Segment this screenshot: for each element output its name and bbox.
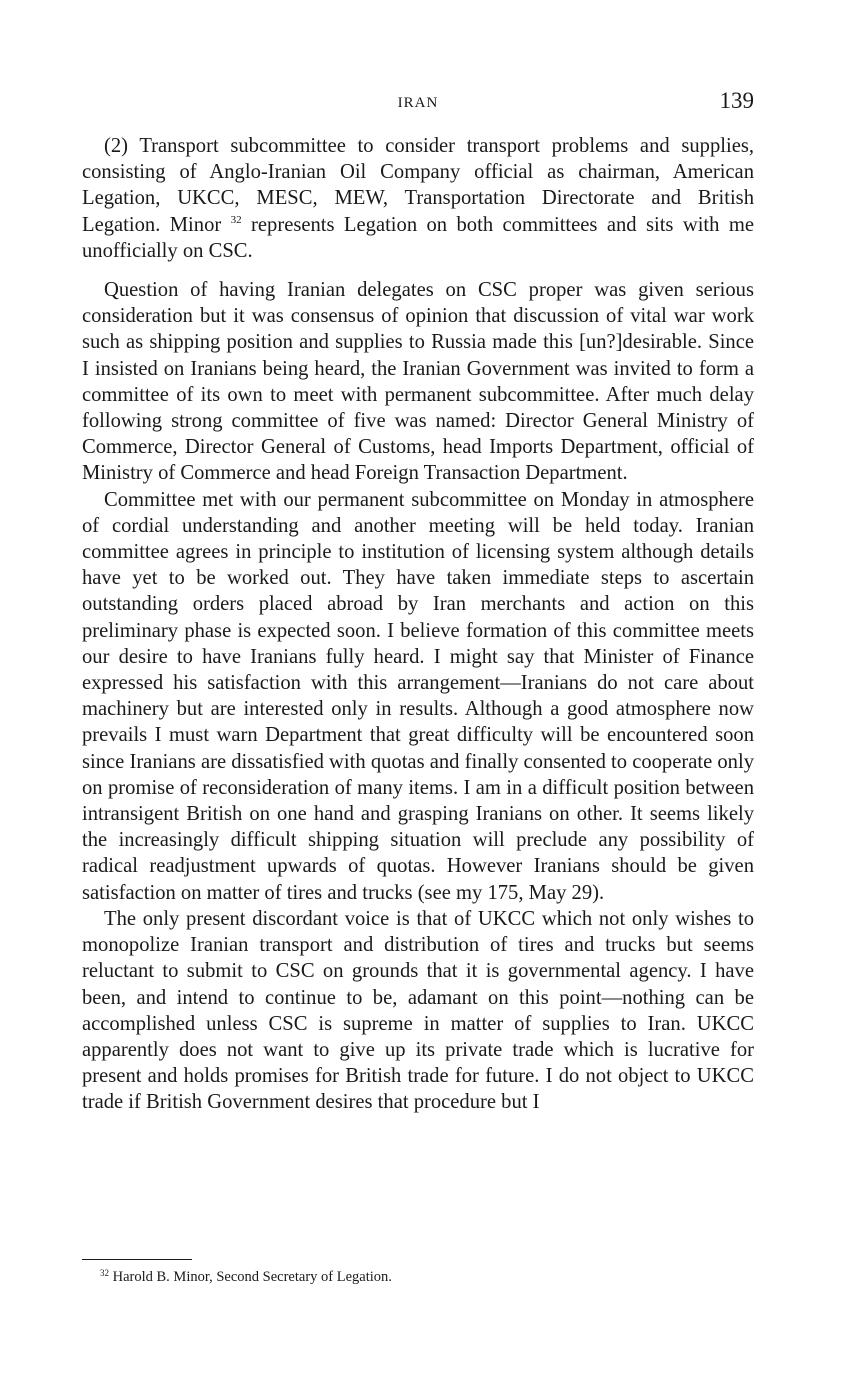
running-header xyxy=(82,88,754,120)
footnote xyxy=(100,1268,754,1286)
paragraph-iranian-delegates: Question of having Iranian delegates on CSC proper was given serious consideration but it was consensus of opinion that discussion of vital war work such as shipping position and supplies to Russia made this [un?]desirable. Since I insisted on Iranians being heard, the Iranian Government was invited to form a committee of its own to meet with permanent subcommittee. After much delay following strong committee of five was named: Director General Ministry of Commerce, Director General of Customs, head Imports Department, official of Ministry of Commerce and head Foreign Transaction Department. xyxy=(82,279,754,485)
paragraph-committee-meeting: Committee met with our permanent subcommittee on Monday in atmosphere of cordial understanding and another meeting will be held today. Iranian committee agrees in principle to institution of licensing system although details have yet to be worked out. They have taken immediate steps to ascertain outstanding orders placed abroad by Iran merchants and action on this preliminary phase is expected soon. I believe formation of this committee meets our desire to have Iranians fully heard. I might say that Minister of Finance expressed his satisfaction with this arrangement—Iranians do not care about machinery but are interested only in results. Although a good atmosphere now prevails I must warn Department that great difficulty will be encountered soon since Iranians are dissatisfied with quotas and finally consented to cooperate only on promise of reconsideration of many items. I am in a difficult position between intransigent British on one hand and grasping Iranians on other. It seems likely the increasingly difficult shipping situation will preclude any possibility of radical readjustment upwards of quotas. However Iranians should be given satisfaction on matter of tires and trucks (see my 175, May 29). xyxy=(82,488,754,904)
footnote-text: Harold B. Minor, Second Secretary of Legation. xyxy=(112,1269,392,1285)
paragraph-text: (2) Transport subcommittee to consider transport problems and supplies, consisting of Anglo-Iranian Oil Company official as chairman, American Legation, UKCC, MESC, MEW, Transportation Directorate and British Legation. Minor xyxy=(82,135,754,236)
footnote-divider xyxy=(82,1259,192,1260)
running-title: IRAN xyxy=(397,95,439,111)
paragraph-text: represents Legation on both committees and sits with me unofficially on CSC. xyxy=(82,213,755,262)
paragraph-transport-subcommittee xyxy=(82,133,754,264)
footnote-reference: 32 xyxy=(230,213,242,226)
paragraph-ukcc-discordant: The only present discordant voice is that of UKCC which not only wishes to monopolize Iranian transport and distribution of tires and trucks but seems reluctant to submit to CSC on grounds that it is governmental agency. I have been, and intend to continue to be, adamant on this point—nothing can be accomplished unless CSC is supreme in matter of supplies to Iran. UKCC apparently does not want to give up its private trade which is lucrative for present and holds promises for British trade for future. I do not object to UKCC trade if British Government desires that procedure but I xyxy=(82,907,754,1114)
footnote-marker: 32 xyxy=(100,1268,109,1278)
body-text xyxy=(82,133,754,1116)
page-number: 139 xyxy=(719,88,754,113)
